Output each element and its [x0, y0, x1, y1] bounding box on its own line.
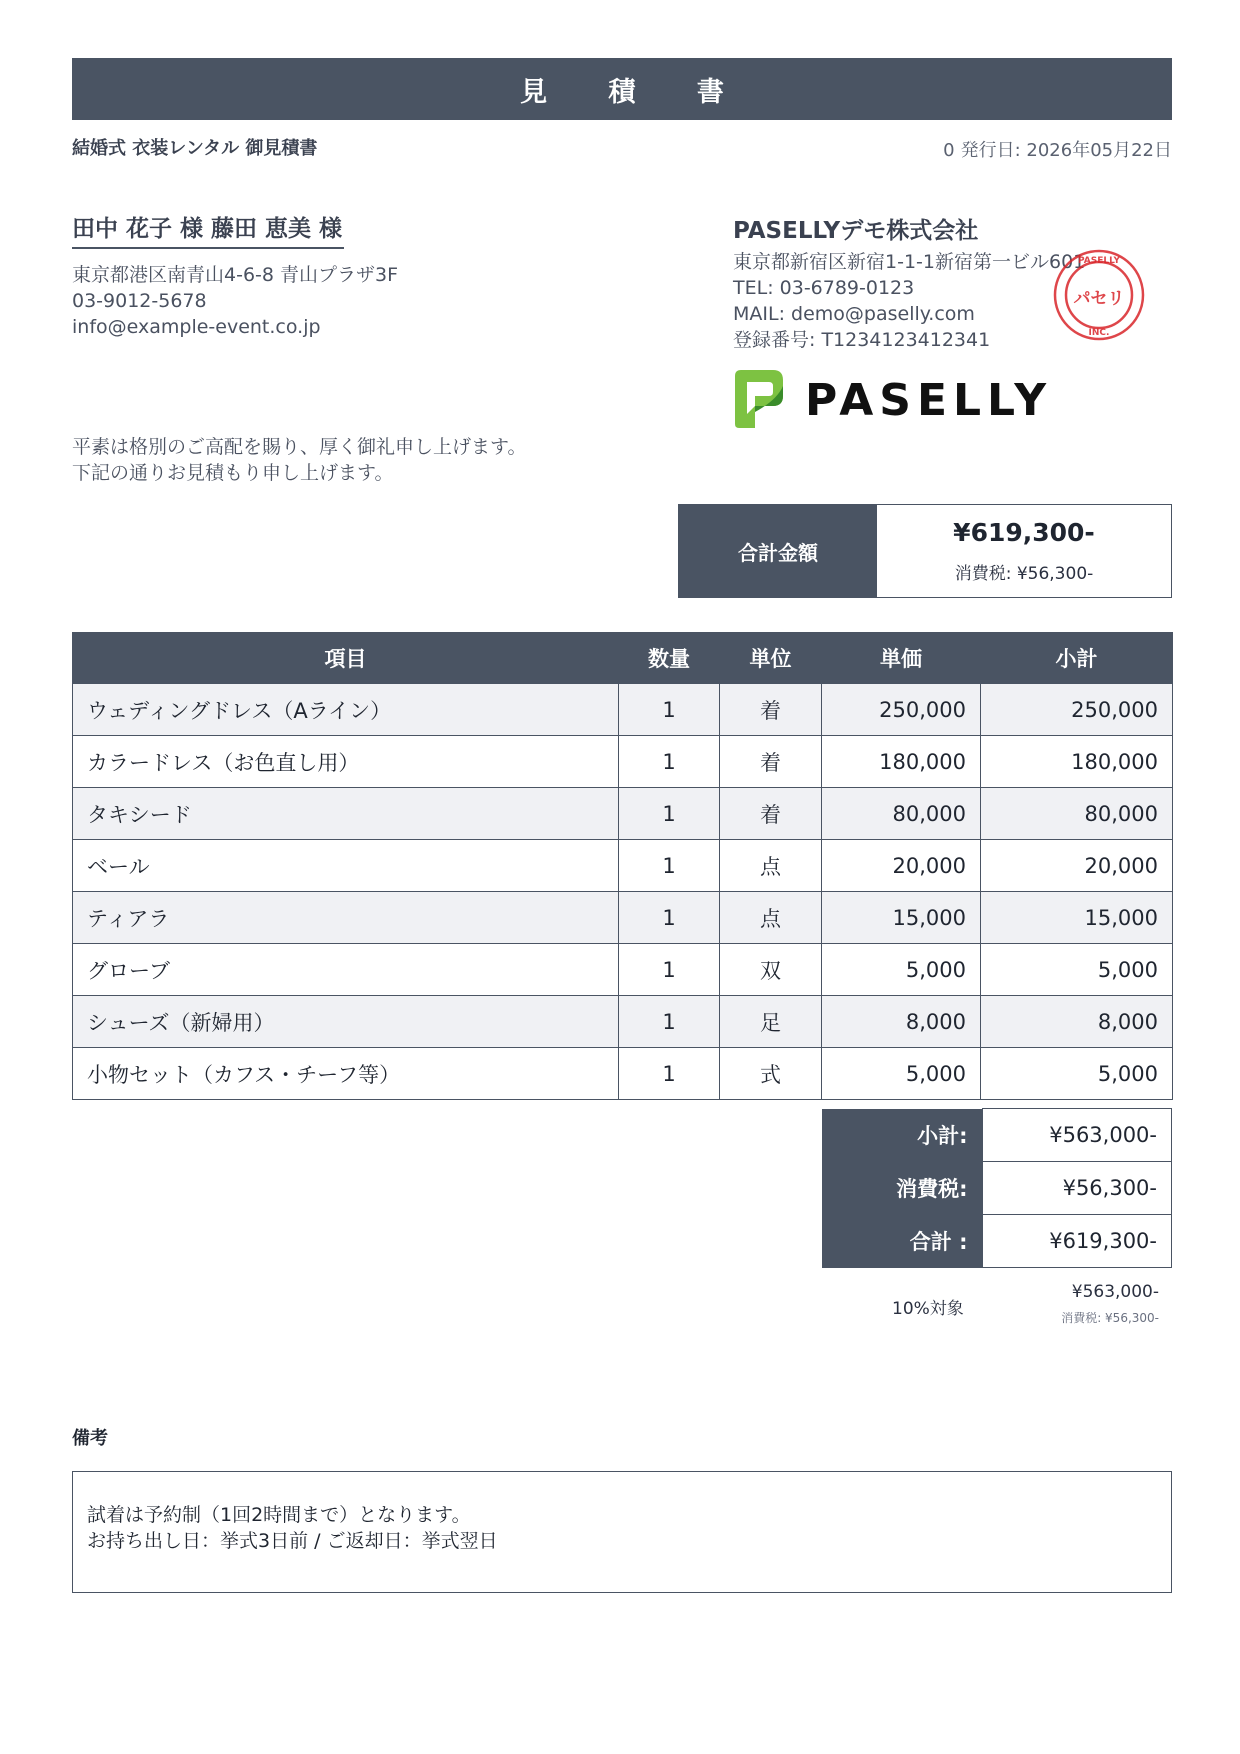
item-name: ベール: [73, 840, 619, 892]
item-price: 20,000: [822, 840, 981, 892]
total-amount-label: 合計金額: [679, 505, 877, 597]
item-subtotal: 180,000: [981, 736, 1173, 788]
total-amount-box: [678, 504, 1172, 598]
item-subtotal: 15,000: [981, 892, 1173, 944]
client-phone: 03-9012-5678: [72, 290, 207, 312]
table-row: [73, 996, 1173, 1048]
company-name: PASELLYデモ株式会社: [733, 218, 979, 244]
summary-tax-value: ¥56,300-: [982, 1162, 1172, 1215]
company-tel: TEL: 03-6789-0123: [733, 277, 915, 299]
item-name: ウェディングドレス（Aライン）: [73, 684, 619, 736]
notes-box: [72, 1471, 1172, 1593]
item-name: シューズ（新婦用）: [73, 996, 619, 1048]
summary-total-row: [822, 1215, 1172, 1268]
table-header-row: [73, 633, 1173, 684]
logo-mark-icon: [733, 368, 1063, 432]
notes-line-1: 試着は予約制（1回2時間まで）となります。: [87, 1504, 471, 1526]
client-info: [72, 262, 398, 340]
summary-total-label: 合計 :: [822, 1215, 982, 1268]
company-logo: [733, 368, 1063, 432]
client-address: 東京都港区南青山4-6-8 青山プラザ3F: [72, 264, 399, 286]
item-unit: 双: [720, 944, 822, 996]
company-address: 東京都新宿区新宿1-1-1新宿第一ビル601: [733, 251, 1086, 273]
issue-info: [937, 136, 1172, 162]
item-unit: 点: [720, 892, 822, 944]
greeting: [72, 434, 526, 486]
logo-text: PASELLY: [805, 375, 1053, 426]
item-qty: 1: [619, 1048, 720, 1100]
item-qty: 1: [619, 736, 720, 788]
item-name: タキシード: [73, 788, 619, 840]
table-row: [73, 684, 1173, 736]
summary-tax-label: 消費税:: [822, 1162, 982, 1215]
table-row: [73, 736, 1173, 788]
item-price: 5,000: [822, 1048, 981, 1100]
seal-text-inc: INC.: [1088, 328, 1110, 338]
table-row: [73, 944, 1173, 996]
client-name: 田中 花子 様 藤田 恵美 様: [72, 210, 344, 249]
item-price: 180,000: [822, 736, 981, 788]
total-amount: ¥619,300-: [953, 518, 1095, 547]
item-unit: 点: [720, 840, 822, 892]
issue-date: 発行日: 2026年05月22日: [960, 140, 1172, 161]
document-subtitle: 結婚式 衣装レンタル 御見積書: [72, 138, 318, 159]
item-unit: 式: [720, 1048, 822, 1100]
header-subtotal: 小計: [981, 633, 1173, 684]
item-subtotal: 80,000: [981, 788, 1173, 840]
item-qty: 1: [619, 840, 720, 892]
item-unit: 着: [720, 788, 822, 840]
total-tax: 消費税: ¥56,300-: [954, 564, 1094, 584]
total-amount-value-cell: [877, 505, 1171, 597]
summary-tax-row: [822, 1162, 1172, 1215]
item-price: 8,000: [822, 996, 981, 1048]
item-price: 15,000: [822, 892, 981, 944]
greeting-line-1: 平素は格別のご高配を賜り、厚く御礼申し上げます。: [72, 436, 527, 458]
seal-text-outer: PASELLY: [1078, 256, 1120, 266]
company-mail: MAIL: demo@paselly.com: [733, 303, 975, 325]
document-title: 見 積 書: [72, 58, 1172, 120]
item-qty: 1: [619, 892, 720, 944]
items-table: [72, 632, 1173, 1100]
item-qty: 1: [619, 788, 720, 840]
header-unit: 単位: [720, 633, 822, 684]
tax-class-label: 10%対象: [892, 1299, 964, 1319]
header-qty: 数量: [619, 633, 720, 684]
summary-subtotal-label: 小計:: [822, 1109, 982, 1162]
company-registration: 登録番号: T1234123412341: [733, 329, 991, 351]
header-price: 単価: [822, 633, 981, 684]
summary-total-value: ¥619,300-: [982, 1215, 1172, 1268]
item-unit: 着: [720, 736, 822, 788]
seal-text-inner: パセリ: [1073, 289, 1125, 309]
header-item: 項目: [73, 633, 619, 684]
table-row: [73, 788, 1173, 840]
summary-table: [822, 1108, 1172, 1268]
item-subtotal: 5,000: [981, 1048, 1173, 1100]
table-row: [73, 840, 1173, 892]
company-info: [733, 249, 1085, 353]
tax-class-tax: 消費税: ¥56,300-: [1061, 1311, 1159, 1325]
table-row: [73, 892, 1173, 944]
summary-subtotal-value: ¥563,000-: [982, 1109, 1172, 1162]
client-email: info@example-event.co.jp: [72, 316, 321, 338]
item-subtotal: 8,000: [981, 996, 1173, 1048]
item-qty: 1: [619, 996, 720, 1048]
item-unit: 足: [720, 996, 822, 1048]
greeting-line-2: 下記の通りお見積もり申し上げます。: [72, 462, 394, 484]
notes-line-2: お持ち出し日：挙式3日前 / ご返却日：挙式翌日: [87, 1530, 498, 1552]
item-subtotal: 250,000: [981, 684, 1173, 736]
item-name: グローブ: [73, 944, 619, 996]
summary-subtotal-row: [822, 1109, 1172, 1162]
item-price: 5,000: [822, 944, 981, 996]
item-name: ティアラ: [73, 892, 619, 944]
tax-class-amount: ¥563,000-: [1071, 1282, 1159, 1302]
company-seal-icon: [1052, 248, 1146, 342]
table-row: [73, 1048, 1173, 1100]
item-subtotal: 5,000: [981, 944, 1173, 996]
item-price: 80,000: [822, 788, 981, 840]
item-unit: 着: [720, 684, 822, 736]
item-subtotal: 20,000: [981, 840, 1173, 892]
item-name: 小物セット（カフス・チーフ等）: [73, 1048, 619, 1100]
document-number: 0: [943, 140, 955, 161]
notes-label: 備考: [72, 1428, 108, 1449]
item-qty: 1: [619, 944, 720, 996]
item-name: カラードレス（お色直し用）: [73, 736, 619, 788]
item-price: 250,000: [822, 684, 981, 736]
item-qty: 1: [619, 684, 720, 736]
